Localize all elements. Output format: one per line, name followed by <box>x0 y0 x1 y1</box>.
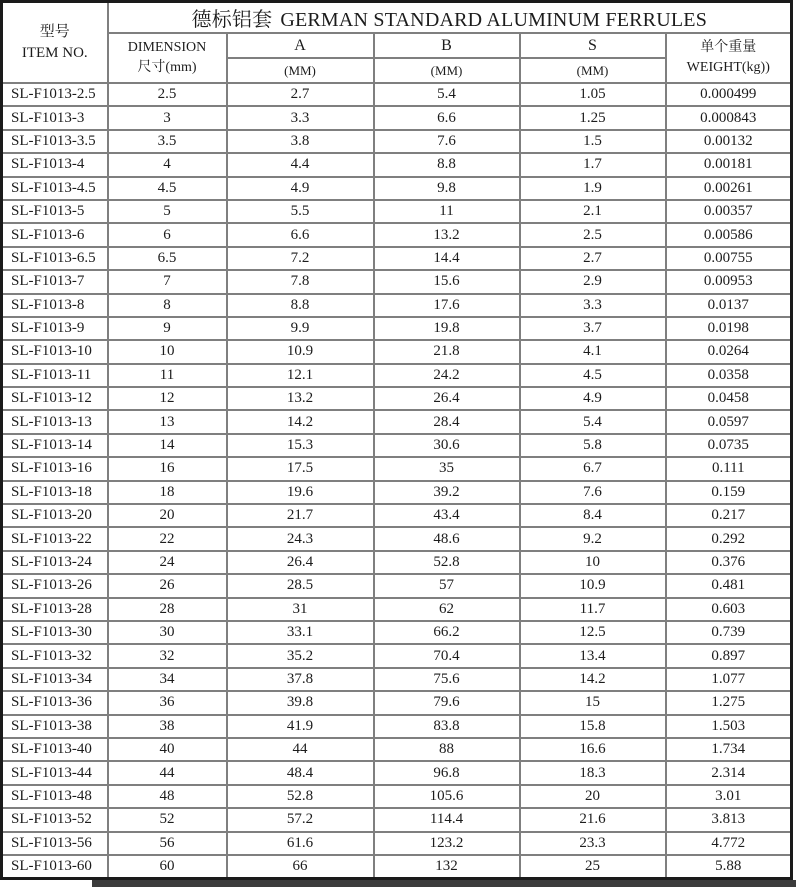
cell-dimension: 5 <box>108 200 227 223</box>
weight-header-cn: 单个重量 <box>700 40 757 56</box>
table-row <box>2 832 792 855</box>
cell-dimension: 20 <box>108 504 227 527</box>
cell-b: 14.4 <box>374 247 520 270</box>
cell-s: 2.7 <box>520 247 666 270</box>
cell-weight: 0.0137 <box>666 294 792 317</box>
cell-a: 15.3 <box>227 434 374 457</box>
table-row <box>2 340 792 363</box>
cell-dimension: 4 <box>108 153 227 176</box>
cell-a: 41.9 <box>227 715 374 738</box>
dimension-header-cn: 尺寸(mm) <box>137 60 197 75</box>
cell-a: 21.7 <box>227 504 374 527</box>
cell-b: 96.8 <box>374 761 520 784</box>
cell-weight: 0.897 <box>666 644 792 667</box>
cell-dimension: 40 <box>108 738 227 761</box>
table-row <box>2 457 792 480</box>
cell-s: 10 <box>520 551 666 574</box>
cell-weight: 0.376 <box>666 551 792 574</box>
column-a-header: A <box>227 33 374 58</box>
cell-dimension: 10 <box>108 340 227 363</box>
cell-weight: 1.077 <box>666 668 792 691</box>
cell-weight: 5.88 <box>666 855 792 879</box>
cell-b: 5.4 <box>374 83 520 106</box>
cell-b: 30.6 <box>374 434 520 457</box>
column-s-header: S <box>520 33 666 58</box>
column-header-row <box>2 33 792 58</box>
cell-item-no: SL-F1013-3.5 <box>2 130 108 153</box>
cell-a: 35.2 <box>227 644 374 667</box>
cell-a: 10.9 <box>227 340 374 363</box>
cell-a: 31 <box>227 598 374 621</box>
cell-s: 18.3 <box>520 761 666 784</box>
cell-b: 70.4 <box>374 644 520 667</box>
cell-item-no: SL-F1013-12 <box>2 387 108 410</box>
cell-weight: 0.217 <box>666 504 792 527</box>
table-row <box>2 481 792 504</box>
cell-b: 88 <box>374 738 520 761</box>
cell-b: 83.8 <box>374 715 520 738</box>
cell-item-no: SL-F1013-16 <box>2 457 108 480</box>
cell-weight: 0.0597 <box>666 410 792 433</box>
cell-s: 7.6 <box>520 481 666 504</box>
cell-item-no: SL-F1013-24 <box>2 551 108 574</box>
cell-b: 28.4 <box>374 410 520 433</box>
cell-a: 7.2 <box>227 247 374 270</box>
table-title-en: GERMAN STANDARD ALUMINUM FERRULES <box>280 9 708 31</box>
cell-s: 15 <box>520 691 666 714</box>
cell-weight: 0.159 <box>666 481 792 504</box>
table-row <box>2 855 792 879</box>
cell-s: 4.1 <box>520 340 666 363</box>
cell-b: 15.6 <box>374 270 520 293</box>
cell-weight: 3.01 <box>666 785 792 808</box>
cell-b: 43.4 <box>374 504 520 527</box>
cell-b: 17.6 <box>374 294 520 317</box>
cell-item-no: SL-F1013-22 <box>2 527 108 550</box>
cell-a: 57.2 <box>227 808 374 831</box>
cell-b: 123.2 <box>374 832 520 855</box>
table-header <box>2 2 792 84</box>
cell-dimension: 32 <box>108 644 227 667</box>
table-row <box>2 83 792 106</box>
column-b-unit: (MM) <box>374 58 520 83</box>
cell-s: 3.3 <box>520 294 666 317</box>
cell-s: 9.2 <box>520 527 666 550</box>
cell-a: 52.8 <box>227 785 374 808</box>
cell-item-no: SL-F1013-13 <box>2 410 108 433</box>
cell-dimension: 14 <box>108 434 227 457</box>
cell-b: 11 <box>374 200 520 223</box>
table-row <box>2 551 792 574</box>
cell-dimension: 60 <box>108 855 227 879</box>
cell-dimension: 16 <box>108 457 227 480</box>
cell-weight: 0.00357 <box>666 200 792 223</box>
cell-a: 4.9 <box>227 177 374 200</box>
cell-item-no: SL-F1013-44 <box>2 761 108 784</box>
cell-s: 1.05 <box>520 83 666 106</box>
cell-b: 114.4 <box>374 808 520 831</box>
cell-s: 16.6 <box>520 738 666 761</box>
cell-item-no: SL-F1013-48 <box>2 785 108 808</box>
weight-header <box>666 33 792 83</box>
cell-dimension: 22 <box>108 527 227 550</box>
cell-weight: 0.000499 <box>666 83 792 106</box>
cell-s: 21.6 <box>520 808 666 831</box>
dimension-header <box>108 33 227 83</box>
cell-a: 2.7 <box>227 83 374 106</box>
cell-s: 5.8 <box>520 434 666 457</box>
cell-dimension: 6.5 <box>108 247 227 270</box>
cell-b: 6.6 <box>374 106 520 129</box>
cell-b: 66.2 <box>374 621 520 644</box>
table-title <box>108 2 792 34</box>
cell-s: 20 <box>520 785 666 808</box>
cell-weight: 0.739 <box>666 621 792 644</box>
cell-dimension: 48 <box>108 785 227 808</box>
table-row <box>2 738 792 761</box>
cell-a: 24.3 <box>227 527 374 550</box>
cell-item-no: SL-F1013-4.5 <box>2 177 108 200</box>
cell-dimension: 52 <box>108 808 227 831</box>
table-row <box>2 294 792 317</box>
cell-s: 2.9 <box>520 270 666 293</box>
cell-s: 2.1 <box>520 200 666 223</box>
cell-s: 5.4 <box>520 410 666 433</box>
cell-item-no: SL-F1013-26 <box>2 574 108 597</box>
column-b-header: B <box>374 33 520 58</box>
cell-dimension: 8 <box>108 294 227 317</box>
table-row <box>2 621 792 644</box>
cell-item-no: SL-F1013-34 <box>2 668 108 691</box>
cell-dimension: 30 <box>108 621 227 644</box>
table-shadow <box>92 880 796 887</box>
cell-a: 66 <box>227 855 374 879</box>
cell-b: 7.6 <box>374 130 520 153</box>
cell-a: 14.2 <box>227 410 374 433</box>
cell-s: 1.9 <box>520 177 666 200</box>
table-row <box>2 715 792 738</box>
cell-s: 23.3 <box>520 832 666 855</box>
table-row <box>2 527 792 550</box>
cell-item-no: SL-F1013-20 <box>2 504 108 527</box>
table-row <box>2 410 792 433</box>
cell-s: 12.5 <box>520 621 666 644</box>
cell-weight: 1.275 <box>666 691 792 714</box>
cell-weight: 0.00953 <box>666 270 792 293</box>
cell-weight: 0.0198 <box>666 317 792 340</box>
cell-s: 11.7 <box>520 598 666 621</box>
cell-a: 6.6 <box>227 223 374 246</box>
cell-b: 19.8 <box>374 317 520 340</box>
cell-dimension: 24 <box>108 551 227 574</box>
cell-item-no: SL-F1013-2.5 <box>2 83 108 106</box>
cell-item-no: SL-F1013-8 <box>2 294 108 317</box>
cell-weight: 0.00261 <box>666 177 792 200</box>
cell-item-no: SL-F1013-40 <box>2 738 108 761</box>
cell-weight: 0.00181 <box>666 153 792 176</box>
item-no-header <box>2 2 108 84</box>
cell-b: 26.4 <box>374 387 520 410</box>
cell-dimension: 9 <box>108 317 227 340</box>
cell-s: 4.5 <box>520 364 666 387</box>
cell-a: 4.4 <box>227 153 374 176</box>
cell-item-no: SL-F1013-7 <box>2 270 108 293</box>
cell-a: 17.5 <box>227 457 374 480</box>
cell-b: 75.6 <box>374 668 520 691</box>
cell-b: 57 <box>374 574 520 597</box>
cell-dimension: 44 <box>108 761 227 784</box>
cell-item-no: SL-F1013-52 <box>2 808 108 831</box>
table-row <box>2 434 792 457</box>
cell-b: 52.8 <box>374 551 520 574</box>
cell-b: 62 <box>374 598 520 621</box>
cell-dimension: 11 <box>108 364 227 387</box>
cell-item-no: SL-F1013-56 <box>2 832 108 855</box>
cell-weight: 2.314 <box>666 761 792 784</box>
table-title-cn: 德标铝套 <box>191 9 273 31</box>
cell-item-no: SL-F1013-30 <box>2 621 108 644</box>
cell-a: 12.1 <box>227 364 374 387</box>
cell-s: 14.2 <box>520 668 666 691</box>
cell-item-no: SL-F1013-14 <box>2 434 108 457</box>
cell-s: 13.4 <box>520 644 666 667</box>
cell-b: 48.6 <box>374 527 520 550</box>
table-row <box>2 317 792 340</box>
cell-weight: 0.292 <box>666 527 792 550</box>
table-row <box>2 364 792 387</box>
cell-weight: 3.813 <box>666 808 792 831</box>
cell-a: 48.4 <box>227 761 374 784</box>
cell-weight: 4.772 <box>666 832 792 855</box>
cell-item-no: SL-F1013-36 <box>2 691 108 714</box>
cell-s: 1.7 <box>520 153 666 176</box>
cell-dimension: 18 <box>108 481 227 504</box>
cell-s: 10.9 <box>520 574 666 597</box>
cell-dimension: 38 <box>108 715 227 738</box>
cell-item-no: SL-F1013-38 <box>2 715 108 738</box>
table-row <box>2 668 792 691</box>
cell-item-no: SL-F1013-28 <box>2 598 108 621</box>
cell-s: 1.5 <box>520 130 666 153</box>
cell-item-no: SL-F1013-6.5 <box>2 247 108 270</box>
cell-a: 39.8 <box>227 691 374 714</box>
dimension-header-en: DIMENSION <box>127 40 207 56</box>
cell-dimension: 34 <box>108 668 227 691</box>
table-row <box>2 691 792 714</box>
cell-a: 5.5 <box>227 200 374 223</box>
table-row <box>2 247 792 270</box>
cell-weight: 0.0358 <box>666 364 792 387</box>
table-row <box>2 200 792 223</box>
column-a-unit: (MM) <box>227 58 374 83</box>
cell-weight: 0.0264 <box>666 340 792 363</box>
cell-a: 8.8 <box>227 294 374 317</box>
table-row <box>2 106 792 129</box>
cell-a: 19.6 <box>227 481 374 504</box>
cell-dimension: 26 <box>108 574 227 597</box>
cell-b: 24.2 <box>374 364 520 387</box>
cell-dimension: 2.5 <box>108 83 227 106</box>
cell-s: 15.8 <box>520 715 666 738</box>
item-no-header-en: ITEM NO. <box>21 44 88 61</box>
cell-dimension: 12 <box>108 387 227 410</box>
cell-weight: 0.111 <box>666 457 792 480</box>
cell-s: 1.25 <box>520 106 666 129</box>
cell-a: 3.8 <box>227 130 374 153</box>
cell-s: 4.9 <box>520 387 666 410</box>
cell-dimension: 6 <box>108 223 227 246</box>
cell-b: 39.2 <box>374 481 520 504</box>
cell-dimension: 56 <box>108 832 227 855</box>
cell-a: 9.9 <box>227 317 374 340</box>
cell-a: 7.8 <box>227 270 374 293</box>
table-row <box>2 644 792 667</box>
cell-weight: 0.0735 <box>666 434 792 457</box>
table-row <box>2 574 792 597</box>
cell-weight: 0.603 <box>666 598 792 621</box>
cell-b: 35 <box>374 457 520 480</box>
table-row <box>2 761 792 784</box>
cell-b: 9.8 <box>374 177 520 200</box>
cell-s: 6.7 <box>520 457 666 480</box>
table-row <box>2 270 792 293</box>
title-row <box>2 2 792 34</box>
table-row <box>2 387 792 410</box>
cell-weight: 1.734 <box>666 738 792 761</box>
cell-s: 3.7 <box>520 317 666 340</box>
table-row <box>2 223 792 246</box>
table-row <box>2 808 792 831</box>
cell-b: 13.2 <box>374 223 520 246</box>
cell-s: 8.4 <box>520 504 666 527</box>
cell-s: 25 <box>520 855 666 879</box>
cell-s: 2.5 <box>520 223 666 246</box>
cell-a: 13.2 <box>227 387 374 410</box>
cell-dimension: 4.5 <box>108 177 227 200</box>
cell-item-no: SL-F1013-4 <box>2 153 108 176</box>
cell-b: 8.8 <box>374 153 520 176</box>
cell-a: 26.4 <box>227 551 374 574</box>
cell-dimension: 13 <box>108 410 227 433</box>
table-row <box>2 785 792 808</box>
cell-weight: 0.00586 <box>666 223 792 246</box>
table-body <box>2 83 792 879</box>
table-row <box>2 504 792 527</box>
cell-dimension: 3.5 <box>108 130 227 153</box>
cell-dimension: 36 <box>108 691 227 714</box>
cell-item-no: SL-F1013-18 <box>2 481 108 504</box>
weight-header-en: WEIGHT(kg)) <box>686 60 770 75</box>
cell-weight: 1.503 <box>666 715 792 738</box>
cell-b: 79.6 <box>374 691 520 714</box>
item-no-header-cn: 型号 <box>39 24 70 41</box>
cell-item-no: SL-F1013-9 <box>2 317 108 340</box>
table-row <box>2 598 792 621</box>
table-row <box>2 153 792 176</box>
cell-item-no: SL-F1013-60 <box>2 855 108 879</box>
cell-a: 3.3 <box>227 106 374 129</box>
cell-dimension: 3 <box>108 106 227 129</box>
cell-item-no: SL-F1013-11 <box>2 364 108 387</box>
cell-item-no: SL-F1013-10 <box>2 340 108 363</box>
cell-a: 37.8 <box>227 668 374 691</box>
cell-a: 44 <box>227 738 374 761</box>
cell-item-no: SL-F1013-5 <box>2 200 108 223</box>
cell-a: 28.5 <box>227 574 374 597</box>
cell-b: 105.6 <box>374 785 520 808</box>
cell-b: 21.8 <box>374 340 520 363</box>
cell-b: 132 <box>374 855 520 879</box>
cell-item-no: SL-F1013-6 <box>2 223 108 246</box>
cell-weight: 0.481 <box>666 574 792 597</box>
cell-dimension: 28 <box>108 598 227 621</box>
cell-weight: 0.00132 <box>666 130 792 153</box>
cell-weight: 0.0458 <box>666 387 792 410</box>
cell-dimension: 7 <box>108 270 227 293</box>
cell-item-no: SL-F1013-3 <box>2 106 108 129</box>
column-s-unit: (MM) <box>520 58 666 83</box>
table-row <box>2 177 792 200</box>
cell-item-no: SL-F1013-32 <box>2 644 108 667</box>
cell-weight: 0.000843 <box>666 106 792 129</box>
table-row <box>2 130 792 153</box>
cell-weight: 0.00755 <box>666 247 792 270</box>
cell-a: 61.6 <box>227 832 374 855</box>
cell-a: 33.1 <box>227 621 374 644</box>
